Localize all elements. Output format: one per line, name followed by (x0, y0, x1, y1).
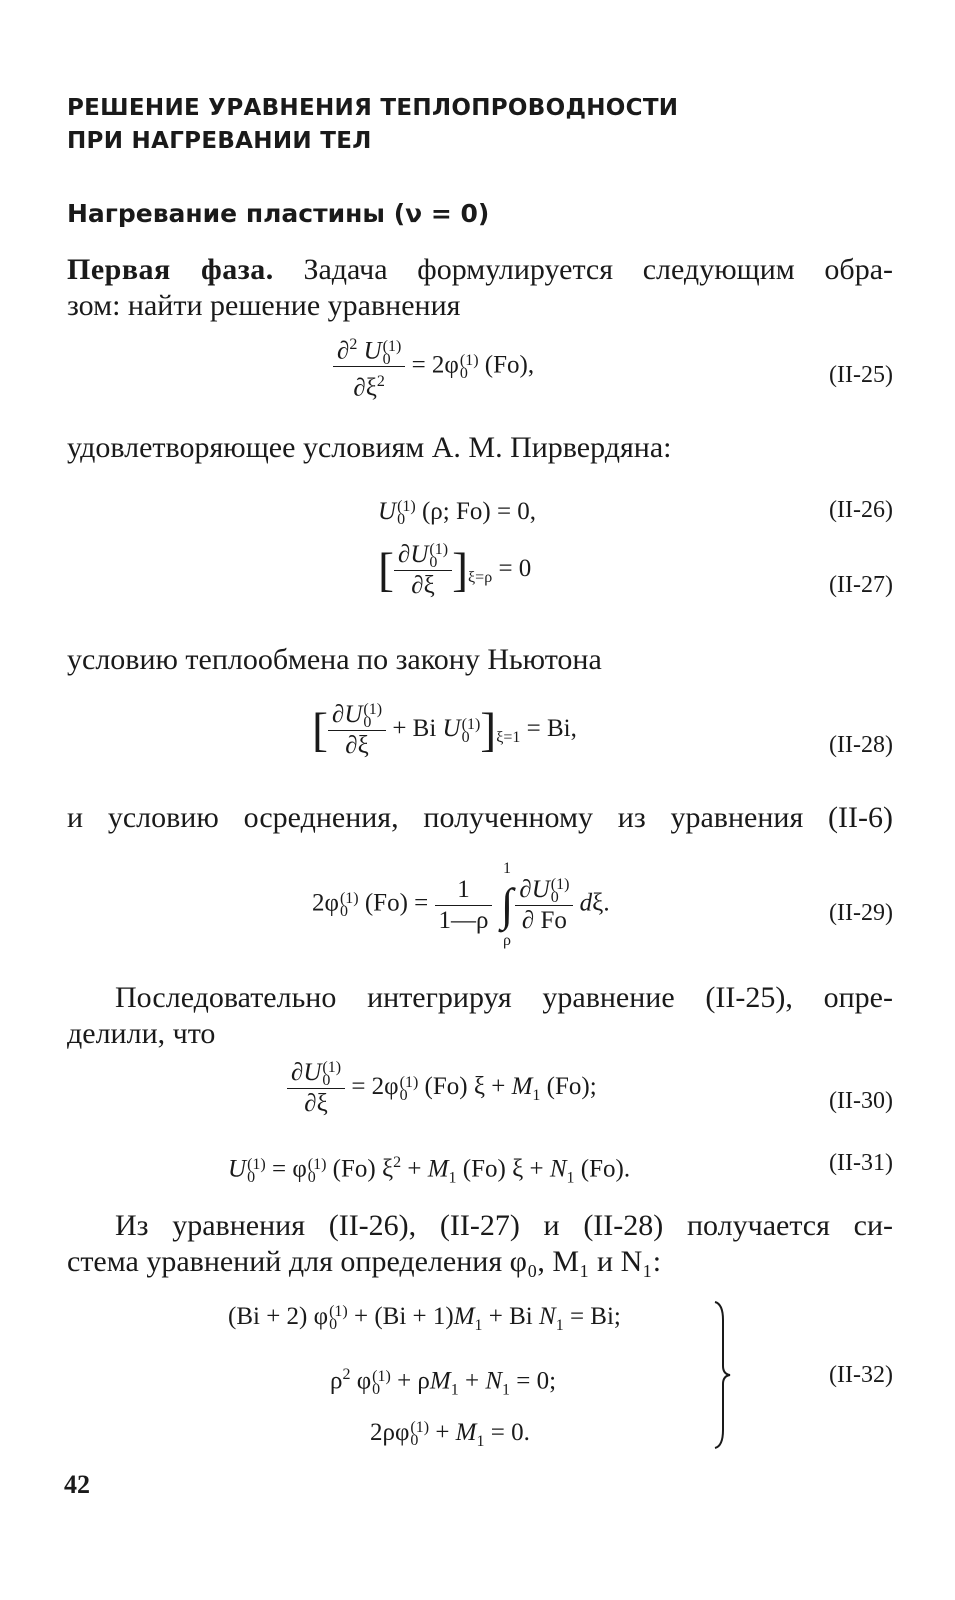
chapter-heading (67, 92, 767, 158)
newton-condition-text: условию теплообмена по закону Ньютона (67, 643, 602, 676)
equation-number-ii-30: (II-30) (829, 1088, 893, 1114)
equation-ii-25: ∂$^2$ U (1) 0 $\partial\xi^2$ = 2φ (1) 0 (Fo), (333, 330, 534, 404)
integration-line-2: делили, что (67, 1017, 216, 1050)
system-brace (713, 1300, 731, 1450)
equation-ii-26: U (1) 0 (ρ; Fo) = 0, (378, 498, 537, 529)
equation-number-ii-32: (II-32) (829, 1362, 893, 1388)
equation-ii-27: [ ∂U (1) 0 ∂ξ ]$_{\xi=\rho} = 0$ (378, 541, 532, 599)
system-line-1: Из уравнения (II-26), (II-27) и (II-28) получается си- (115, 1209, 893, 1242)
equation-ii-31: U (1) 0 = φ (1) 0 (Fo) $\xi^2 + M_1$ (Fo) $\xi + N_1$ (Fo). (228, 1154, 631, 1187)
equation-ii-32-row-2: $\rho^2$ φ (1) 0 + $\rho M_1 + N_1 = 0$; (330, 1366, 557, 1399)
paragraph-system (67, 1208, 893, 1280)
page-number: 42 (64, 1470, 90, 1499)
first-phase-lead: Первая фаза. (67, 253, 274, 286)
equation-number-ii-28: (II-28) (829, 732, 893, 758)
equation-number-ii-31: (II-31) (829, 1150, 893, 1176)
equation-number-ii-27: (II-27) (829, 572, 893, 598)
equation-ii-30: ∂U (1) 0 ∂ξ = 2φ (1) 0 (Fo) $\xi + M_1$ (Fo); (287, 1058, 597, 1119)
equation-number-ii-26: (II-26) (829, 497, 893, 523)
pirverdyan-conditions-text: удовлетворяющее условиям А. М. Пирвердяна: (67, 431, 672, 464)
system-line-2: стема уравнений для определения φ₀, M₁ и N₁: (67, 1245, 662, 1278)
equation-number-ii-29: (II-29) (829, 900, 893, 926)
paragraph-pirverdyan-conditions (67, 430, 893, 466)
paragraph-newton-condition (67, 642, 893, 678)
paragraph-averaging-condition (67, 800, 893, 836)
chapter-heading-line-1: РЕШЕНИЕ УРАВНЕНИЯ ТЕПЛОПРОВОДНОСТИ (67, 95, 679, 121)
integration-line-1: Последовательно интегрируя уравнение (II-25), опре- (115, 981, 893, 1014)
section-title: Нагревание пластины (ν = 0) (67, 199, 490, 228)
chapter-heading-line-2: ПРИ НАГРЕВАНИИ ТЕЛ (67, 128, 372, 154)
equation-ii-32-row-1: (Bi + 2) φ (1) 0 + $(Bi + 1)M_1 + Bi$ $N_1 = Bi$; (228, 1303, 621, 1334)
equation-number-ii-25: (II-25) (829, 362, 893, 388)
equation-ii-28: [ ∂U (1) 0 ∂ξ + Bi U (1) 0 ]$_{\xi=1} = Bi$, (312, 701, 577, 759)
equation-ii-32-row-3: 2ρφ (1) 0 + $M_1 = 0$. (370, 1419, 530, 1450)
first-phase-line-2: зом: найти решение уравнения (67, 289, 461, 322)
equation-ii-29: 2φ (1) 0 (Fo) = $\frac{1}{1—\rho}$ 1 ∫ ρ ∂U (1) 0 ∂ Fo dξ. (312, 860, 610, 949)
paragraph-first-phase (67, 252, 893, 324)
first-phase-text: Задача формулируется следующим обра- (303, 253, 893, 286)
averaging-condition-text: и условию осреднения, полученному из уравнения (II-6) (67, 801, 893, 834)
paragraph-integration (67, 980, 893, 1052)
